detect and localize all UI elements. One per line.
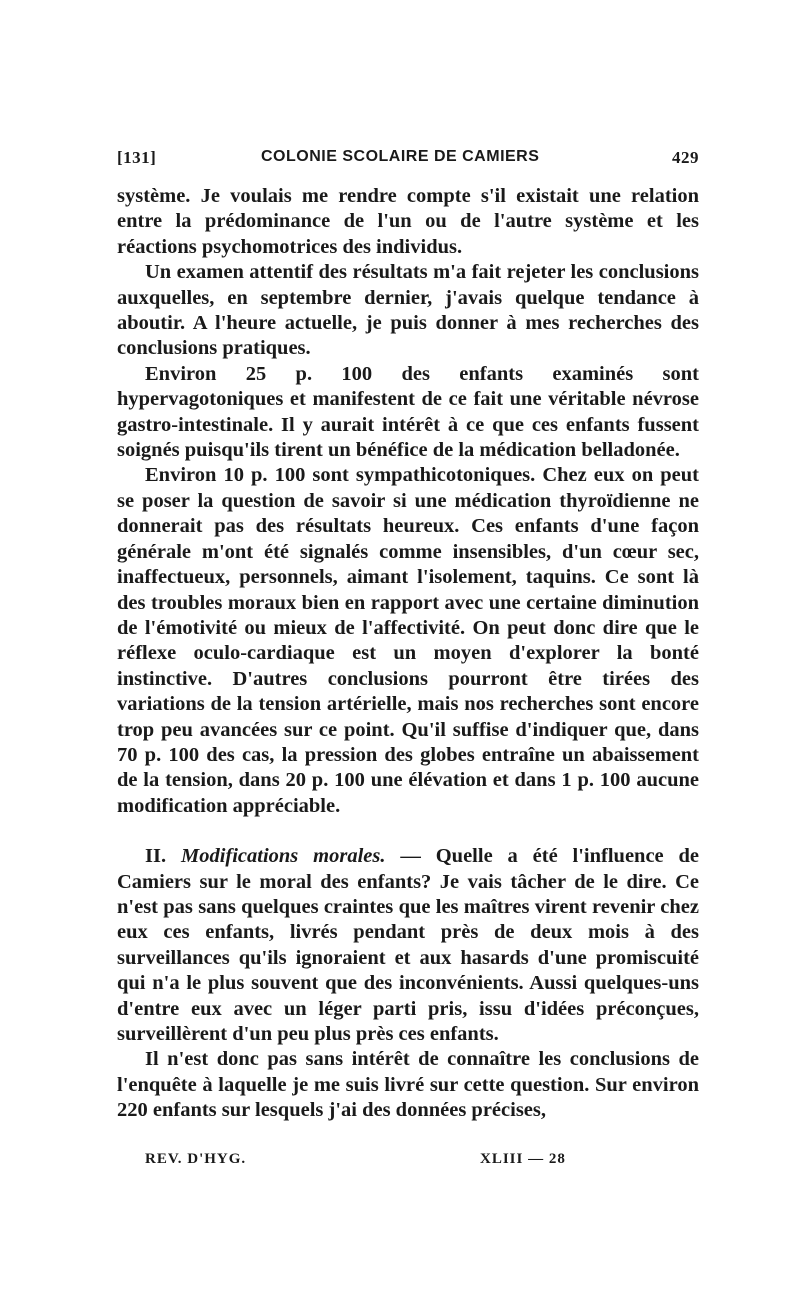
section-paragraph [117, 844, 699, 1047]
section-text: Quelle a été l'influence de Camiers sur le moral des enfants? Je vais tâcher de le dire. Ce n'est pas sans quelques craintes que les maîtres virent revenir chez eux ces enfants, livrés pendant près de deux mois à des surveillances qu'ils ignoraient et aux hasards d'une promiscuité qui n'a le plus souvent que des inconvénients. Aussi quelques-uns d'entre eux avec un léger parti pris, issu d'idées préconçues, surveillèrent d'un peu plus près ces enfants. [117, 845, 700, 1045]
page-bracket-number: [131] [117, 148, 157, 167]
page-number: 429 [672, 148, 699, 167]
paragraph: Il n'est donc pas sans intérêt de connaître les conclusions de l'enquête à laquelle je me suis livré sur cette question. Sur environ 220 enfants sur lesquels j'ai des données précises, [117, 1048, 699, 1122]
section-title: Modifications morales. [180, 845, 386, 868]
signature-mark: XLIII — 28 [480, 1151, 566, 1167]
footer [145, 1151, 699, 1175]
paragraph: Un examen attentif des résultats m'a fait rejeter les conclusions auxquelles, en septembre dernier, j'avais quelque tendance à aboutir. A l'heure actuelle, je puis donner à mes recherches des conclusions pratiques. [117, 261, 699, 360]
body-text [117, 184, 699, 1124]
running-head [117, 140, 699, 170]
paragraph: Environ 10 p. 100 sont sympathicotoniques. Chez eux on peut se poser la question de savoir si une médication thyroïdienne ne donnerait pas des résultats heureux. Ces enfants d'une façon générale m'ont été signalés comme insensibles, d'un cœur sec, inaffectueux, personnels, aimant l'isolement, taquins. Ce sont là des troubles moraux bien en rapport avec une certaine diminution de l'émotivité ou mieux de l'affectivité. On peut donc dire que le réflexe oculo-cardiaque est un moyen d'explorer la bonté instinctive. D'autres conclusions pourront être tirées des variations de la tension artérielle, mais nos recherches sont encore trop peu avancées sur ce point. Qu'il suffise d'indiquer que, dans 70 p. 100 des cas, la pression des globes entraîne un abaissement de la tension, dans 20 p. 100 une élévation et dans 1 p. 100 aucune modification appréciable. [117, 464, 699, 817]
running-title: COLONIE SCOLAIRE DE CAMIERS [261, 148, 540, 165]
section-gap [117, 819, 699, 844]
section-number: II. [145, 845, 167, 868]
page [117, 140, 700, 1167]
paragraph: système. Je voulais me rendre compte s'il existait une relation entre la prédominance de l'un ou de l'autre système et les réactions psychomotrices des individus. [117, 185, 699, 258]
paragraph: Environ 25 p. 100 des enfants examinés sont hypervagotoniques et manifestent de ce fait une véritable névrose gastro-intestinale. Il y aurait intérêt à ce que ces enfants fussent soignés puisqu'ils tirent un bénéfice de la médication belladonée. [117, 362, 699, 462]
journal-abbrev: REV. D'HYG. [145, 1151, 247, 1167]
section-dash: — [400, 845, 421, 868]
